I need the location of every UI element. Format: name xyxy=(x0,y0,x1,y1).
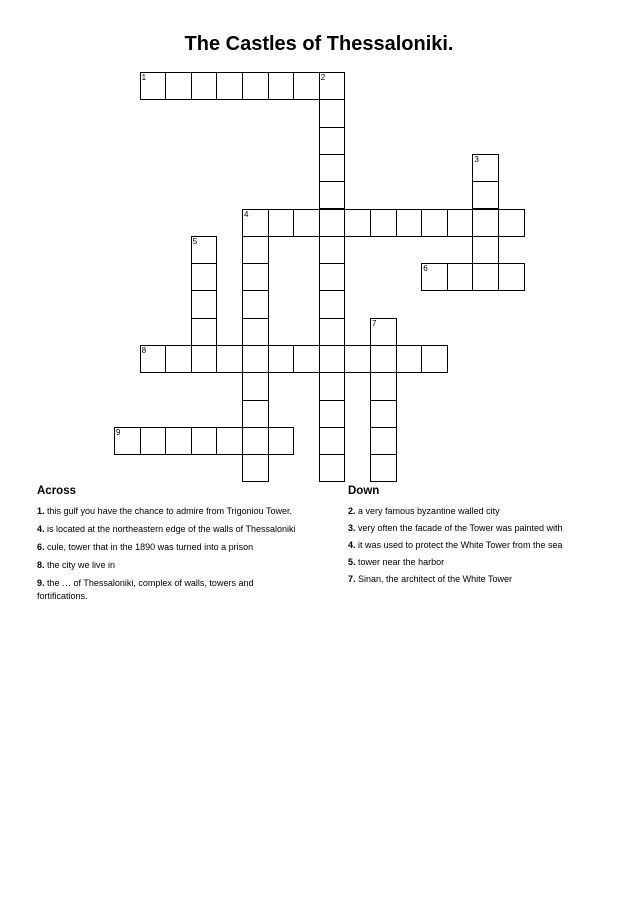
grid-cell[interactable] xyxy=(370,427,397,455)
grid-cell[interactable] xyxy=(165,72,192,100)
grid-cell[interactable] xyxy=(191,263,218,291)
grid-cell[interactable] xyxy=(498,263,525,291)
grid-cell[interactable] xyxy=(293,345,320,373)
grid-cell[interactable] xyxy=(319,209,346,237)
cell-number: 6 xyxy=(423,264,428,274)
across-clue: 9. the … of Thessaloniki, complex of walls, towers and fortifications. xyxy=(37,578,254,601)
grid-cell[interactable] xyxy=(421,263,448,291)
cell-number: 1 xyxy=(141,73,147,82)
grid-cell[interactable] xyxy=(319,372,346,400)
grid-cell[interactable] xyxy=(216,427,243,455)
grid-cell[interactable] xyxy=(421,209,448,237)
cell-number: 9 xyxy=(116,427,121,437)
grid-cell[interactable] xyxy=(344,345,371,373)
grid-cell[interactable] xyxy=(216,345,243,373)
grid-cell[interactable] xyxy=(242,454,269,482)
grid-cell[interactable] xyxy=(191,427,218,455)
grid-cell[interactable] xyxy=(191,318,218,346)
grid-cell[interactable] xyxy=(268,345,295,373)
grid-cell[interactable] xyxy=(370,209,397,237)
grid-cell[interactable] xyxy=(370,318,397,346)
grid-cell[interactable] xyxy=(472,209,499,237)
grid-cell[interactable] xyxy=(319,236,346,264)
grid-cell[interactable] xyxy=(319,181,346,209)
grid-cell[interactable] xyxy=(140,345,167,373)
grid-cell[interactable] xyxy=(165,427,192,455)
grid-cell[interactable] xyxy=(242,318,269,346)
grid-cell[interactable] xyxy=(191,290,218,318)
grid-cell[interactable] xyxy=(242,263,269,291)
grid-cell[interactable] xyxy=(242,290,269,318)
cell-number: 8 xyxy=(141,346,147,355)
grid-cell[interactable] xyxy=(498,209,525,237)
cell-number: 3 xyxy=(474,154,479,164)
down-clue: 4. it was used to protect the White Tower from the sea xyxy=(348,540,563,550)
grid-cell[interactable] xyxy=(319,154,346,182)
grid-cell[interactable] xyxy=(319,72,346,100)
puzzle-title: The Castles of Thessaloniki. xyxy=(184,33,454,55)
grid-cell[interactable] xyxy=(472,236,499,264)
down-clue: 2. a very famous byzantine walled city xyxy=(348,506,500,516)
grid-cell[interactable] xyxy=(242,427,269,455)
across-heading: Across xyxy=(37,485,76,497)
grid-cell[interactable] xyxy=(191,236,218,264)
grid-cell[interactable] xyxy=(268,209,295,237)
grid-cell[interactable] xyxy=(472,263,499,291)
grid-cell[interactable] xyxy=(242,400,269,428)
cell-number: 7 xyxy=(372,318,377,328)
grid-cell[interactable] xyxy=(319,290,346,318)
grid-cell[interactable] xyxy=(268,427,295,455)
cell-number: 4 xyxy=(244,209,249,219)
grid-cell[interactable] xyxy=(191,72,218,100)
grid-cell[interactable] xyxy=(242,72,269,100)
down-clue: 3. very often the facade of the Tower was painted with xyxy=(348,523,563,533)
across-clue: 6. cule, tower that in the 1890 was turned into a prison xyxy=(37,542,254,552)
down-clue: 5. tower near the harbor xyxy=(348,557,445,567)
across-clues xyxy=(37,485,297,608)
across-clue: 4. is located at the northeastern edge of the walls of Thessaloniki xyxy=(37,524,296,534)
grid-cell[interactable] xyxy=(140,427,167,455)
grid-cell[interactable] xyxy=(191,345,218,373)
grid-cell[interactable] xyxy=(165,345,192,373)
down-heading: Down xyxy=(348,485,380,497)
grid-cell[interactable] xyxy=(319,427,346,455)
grid-cell[interactable] xyxy=(319,454,346,482)
grid-cell[interactable] xyxy=(242,345,269,373)
grid-cell[interactable] xyxy=(319,345,346,373)
grid-cell[interactable] xyxy=(370,345,397,373)
grid-cell[interactable] xyxy=(268,72,295,100)
grid-cell[interactable] xyxy=(140,72,167,100)
down-clue: 7. Sinan, the architect of the White Tower xyxy=(348,574,512,584)
grid-cell[interactable] xyxy=(242,236,269,264)
grid-cell[interactable] xyxy=(447,263,474,291)
grid-cell[interactable] xyxy=(293,72,320,100)
grid-cell[interactable] xyxy=(370,454,397,482)
cell-number: 2 xyxy=(320,73,326,82)
grid-cell[interactable] xyxy=(319,263,346,291)
grid-cell[interactable] xyxy=(242,209,269,237)
grid-cell[interactable] xyxy=(472,181,499,209)
grid-cell[interactable] xyxy=(447,209,474,237)
grid-cell[interactable] xyxy=(293,209,320,237)
grid-cell[interactable] xyxy=(319,127,346,155)
cell-number: 5 xyxy=(192,236,198,246)
grid-cell[interactable] xyxy=(396,209,423,237)
grid-cell[interactable] xyxy=(370,400,397,428)
grid-cell[interactable] xyxy=(396,345,423,373)
grid-cell[interactable] xyxy=(370,372,397,400)
grid-cell[interactable] xyxy=(319,99,346,127)
across-clue: 1. this gulf you have the chance to admire from Trigoniou Tower. xyxy=(37,506,292,516)
grid-cell[interactable] xyxy=(242,372,269,400)
grid-cell[interactable] xyxy=(114,427,141,455)
grid-cell[interactable] xyxy=(216,72,243,100)
across-clue: 8. the city we live in xyxy=(37,560,116,570)
down-clues xyxy=(348,485,608,590)
grid-cell[interactable] xyxy=(421,345,448,373)
grid-cell[interactable] xyxy=(472,154,499,182)
grid-cell[interactable] xyxy=(319,318,346,346)
grid-cell[interactable] xyxy=(344,209,371,237)
grid-cell[interactable] xyxy=(319,400,346,428)
